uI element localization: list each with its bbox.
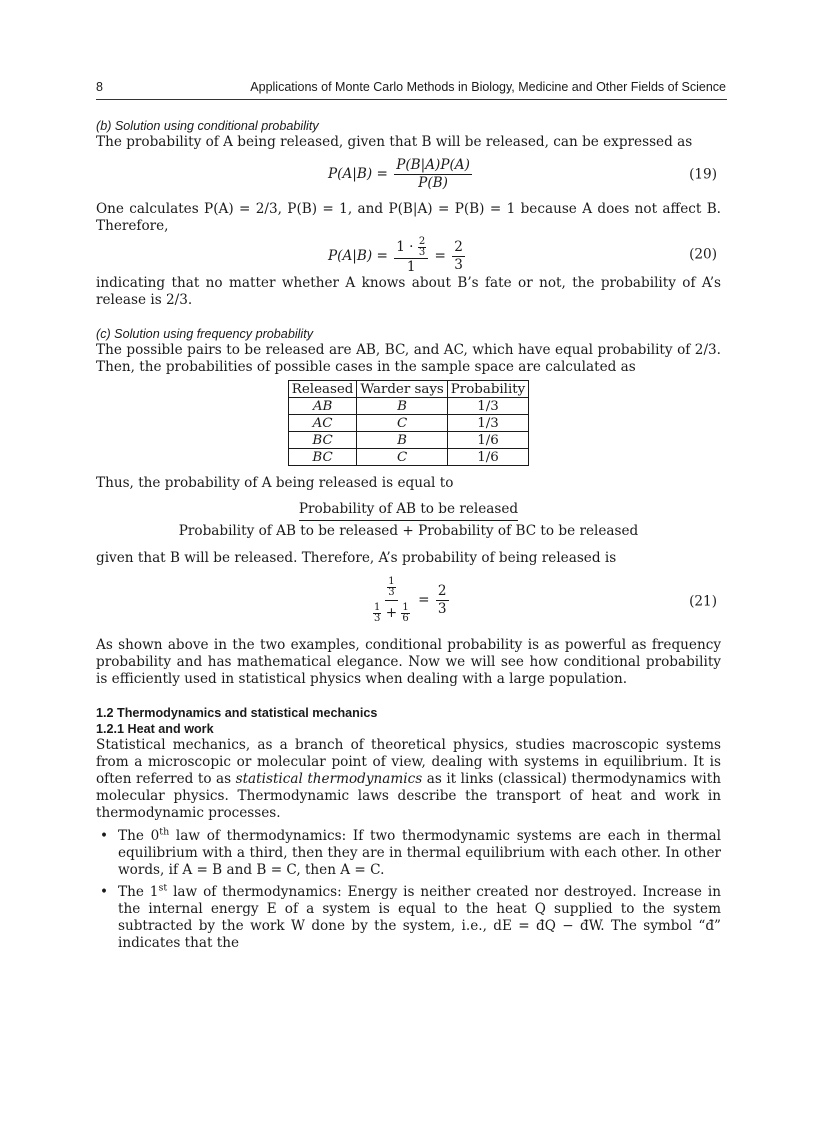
subsection-heading: 1.2.1 Heat and work — [96, 722, 214, 736]
bullet-icon: • — [100, 828, 109, 844]
equation-21: $\frac{1}{3}$ $\frac{1}{3}$ + $\frac{1}{6}$ = $\frac{2}{3}$ (21) — [96, 573, 721, 631]
laws-list — [96, 828, 721, 952]
eq20-number: (20) — [689, 246, 717, 263]
eq21-result: $\frac{2}{3}$ — [437, 583, 447, 617]
list-item: • The 0th law of thermodynamics: If two thermodynamic systems are each in thermal equilibrium with a third, then they are in thermal equilibrium with each other. In other words, if A = B and B = C, then A = C. — [100, 826, 721, 878]
table-cell: 1/6 — [447, 432, 528, 449]
subsection-b-heading: (b) Solution using conditional probability — [96, 119, 319, 133]
term-statistical-thermodynamics: statistical thermodynamics — [235, 771, 423, 787]
eq20-lhs: P(A|B) = — [328, 248, 388, 264]
table-row — [288, 398, 528, 415]
page-number: 8 — [96, 80, 103, 94]
header-warder-says: Warder says — [357, 381, 447, 398]
eq19-numerator: P(B|A)P(A) — [396, 157, 470, 173]
probability-table — [288, 380, 529, 466]
table-row — [288, 449, 528, 466]
paragraph-b-calc: One calculates P(A) = 2/3, P(B) = 1, and P(B|A) = P(B) = 1 because A does not affect B. Therefore, — [96, 201, 721, 234]
ratio-denominator: Probability of AB to be released + Probability of BC to be released — [178, 523, 639, 539]
table-cell: C — [357, 449, 447, 466]
eq19-denominator: P(B) — [418, 175, 448, 191]
table-cell: AC — [288, 415, 357, 432]
table-cell: AB — [288, 398, 357, 415]
eq20-fraction — [394, 237, 428, 276]
header-probability: Probability — [447, 381, 528, 398]
paragraph-b-conclusion: indicating that no matter whether A knows about B’s fate or not, the probability of A’s release is 2/3. — [96, 275, 721, 308]
ratio-fraction — [179, 501, 638, 540]
eq19-number: (19) — [689, 166, 717, 183]
eq21-numerator: $\frac{1}{3}$ — [385, 577, 397, 601]
table-row — [288, 432, 528, 449]
equation-19 — [96, 153, 721, 197]
table-cell: 1/6 — [447, 449, 528, 466]
section-heading: 1.2 Thermodynamics and statistical mechanics — [96, 706, 378, 720]
running-header — [96, 79, 727, 100]
probability-ratio — [96, 501, 721, 540]
eq20-numerator: 1 · $\frac{2}{3}$ — [394, 237, 428, 259]
bullet-icon: • — [100, 884, 109, 900]
table-cell: B — [357, 432, 447, 449]
eq20-result: $\frac{2}{3}$ — [454, 239, 463, 273]
eq21-number: (21) — [689, 593, 717, 610]
table-header-row — [288, 381, 528, 398]
table-row — [288, 415, 528, 432]
table-cell: 1/3 — [447, 398, 528, 415]
subsection-c-heading: (c) Solution using frequency probability — [96, 327, 314, 341]
ratio-numerator: Probability of AB to be released — [299, 501, 518, 521]
eq21-denominator: $\frac{1}{3}$ + $\frac{1}{6}$ — [374, 602, 409, 624]
paragraph-c-summary: As shown above in the two examples, conditional probability is as powerful as frequency probability and has mathematical elegance. Now we will see how conditional probability is efficiently used in statistical physics when dealing with a large population. — [96, 637, 721, 687]
list-item: • The 1st law of thermodynamics: Energy is neither created nor destroyed. Increase in the internal energy E of a system is equal to the heat Q supplied to the system subtracted by the work W done by the system, i.e., dE = đQ − đW. The symbol “đ” indicates that the — [100, 882, 721, 951]
paragraph-statmech: Statistical mechanics, as a branch of theoretical physics, studies macroscopic systems from a microscopic or molecular point of view, dealing with systems in equilibrium. It is often referred to as statistical thermodynamics as it links (classical) thermodynamics with molecular physics. Thermodynamic laws describe the transport of heat and work in thermodynamic processes. — [96, 737, 721, 821]
paragraph-c-given: given that B will be released. Therefore, A’s probability of being released is — [96, 550, 617, 566]
page-body — [96, 118, 721, 957]
eq20-denominator: 1 — [406, 259, 416, 275]
running-title: Applications of Monte Carlo Methods in Biology, Medicine and Other Fields of Science — [250, 80, 726, 94]
eq19-lhs: P(A|B) = — [328, 166, 388, 182]
paragraph-b-intro: The probability of A being released, given that B will be released, can be expressed as — [96, 134, 693, 150]
paragraph-c-thus: Thus, the probability of A being released is equal to — [96, 475, 454, 491]
table-cell: B — [357, 398, 447, 415]
eq20-inner-fraction: $\frac{2}{3}$ — [418, 236, 426, 258]
paragraph-c-intro: The possible pairs to be released are AB, BC, and AC, which have equal probability of 2/3. Then, the probabilities of possible cases in the sample space are calculated as — [96, 342, 721, 375]
table-cell: C — [357, 415, 447, 432]
table-cell: BC — [288, 432, 357, 449]
table-cell: 1/3 — [447, 415, 528, 432]
equation-20: P(A|B) = 1 · $\frac{2}{3}$ 1 = $\frac{2}{3}$ (20) — [328, 236, 717, 275]
eq21-fraction — [371, 577, 412, 624]
table-cell: BC — [288, 449, 357, 466]
eq19-fraction — [394, 157, 472, 192]
header-released: Released — [288, 381, 357, 398]
